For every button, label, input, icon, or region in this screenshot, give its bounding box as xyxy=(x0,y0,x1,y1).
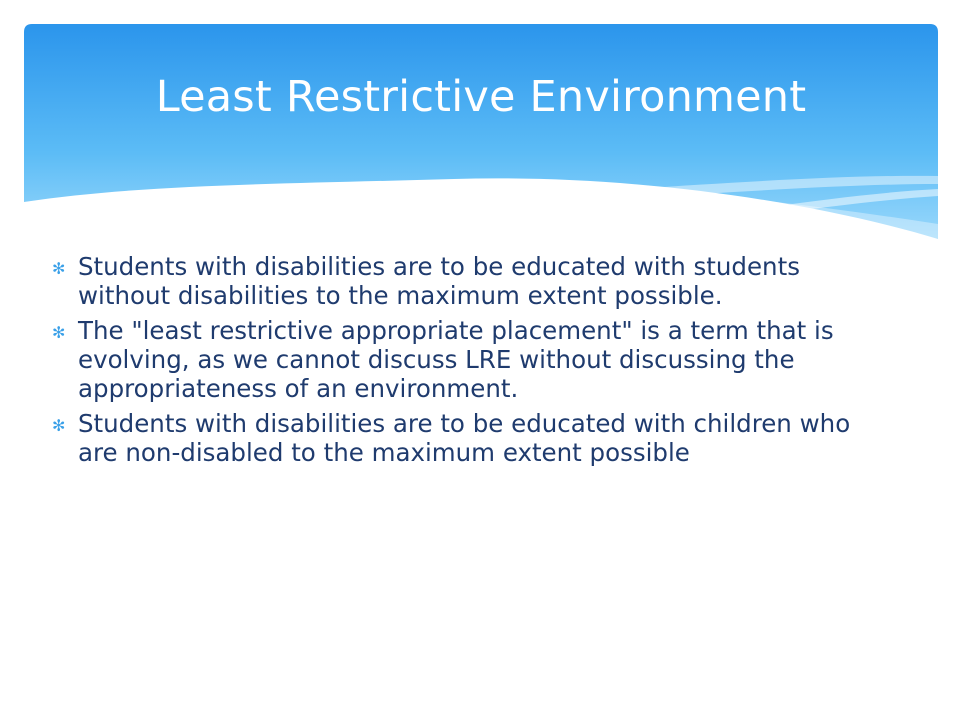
bullet-text: Students with disabilities are to be educated with students without disabilities to the maximum extent possible. xyxy=(78,252,800,310)
title-banner xyxy=(24,24,938,244)
asterisk-icon: ✻ xyxy=(52,416,66,435)
bullet-item xyxy=(52,316,882,403)
asterisk-icon: ✻ xyxy=(52,259,66,278)
bullet-text: Students with disabilities are to be educated with children who are non-disabled to the maximum extent possible xyxy=(78,409,851,467)
bullet-text: The "least restrictive appropriate placement" is a term that is evolving, as we cannot discuss LRE without discussing the appropriateness of an environment. xyxy=(78,316,834,403)
bullet-item xyxy=(52,409,882,467)
bullet-item xyxy=(52,252,882,310)
wave-background xyxy=(24,24,938,244)
slide-title: Least Restrictive Environment xyxy=(155,72,807,122)
asterisk-icon: ✻ xyxy=(52,323,66,342)
bullet-list xyxy=(52,252,882,473)
